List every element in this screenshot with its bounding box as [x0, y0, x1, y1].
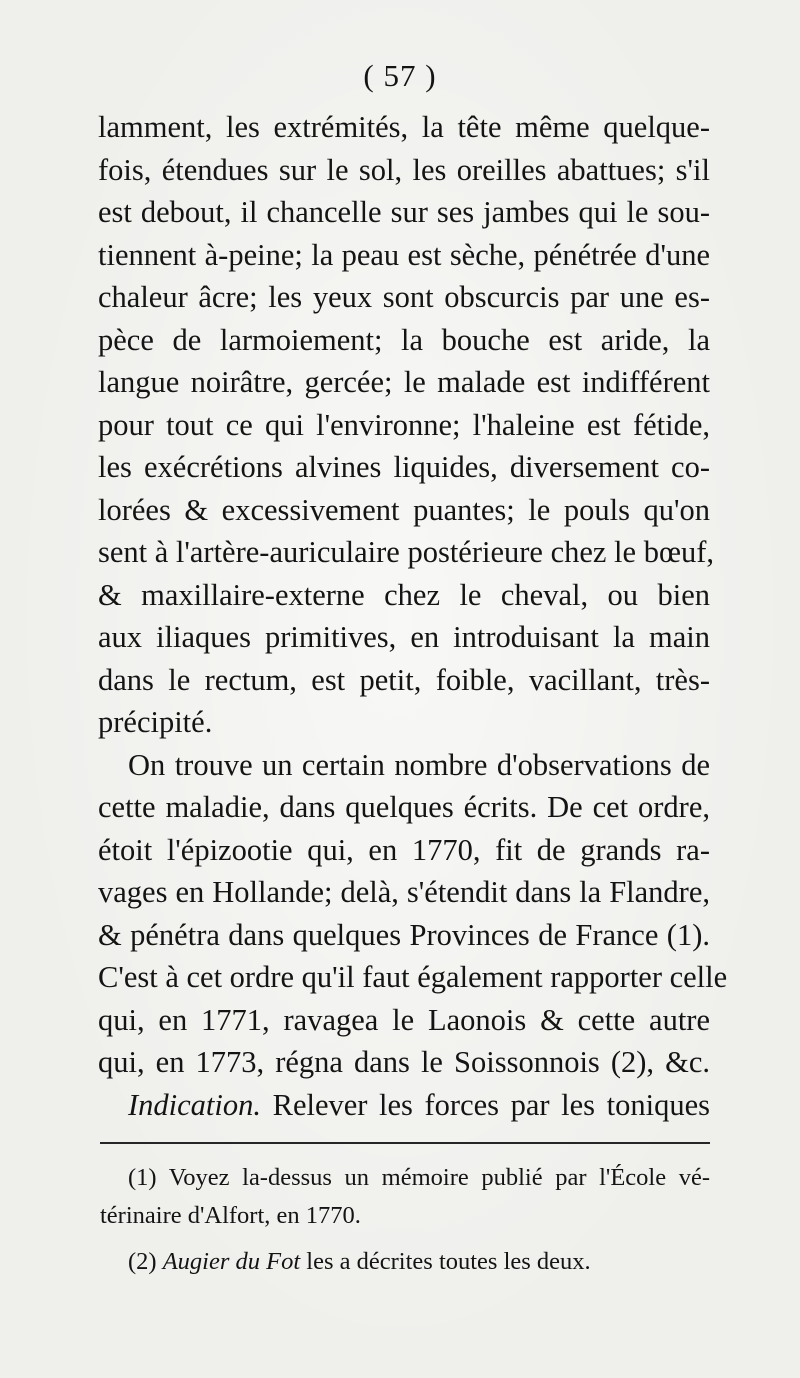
text-line: est debout, il chancelle sur ses jambes qui le sou-: [98, 195, 710, 229]
text-line: qui, en 1771, ravagea le Laonois & cette autre: [98, 1003, 710, 1037]
footnote-2-author: Augier du Fot: [162, 1248, 301, 1275]
text-line: précipité.: [98, 705, 213, 739]
text-line: cette maladie, dans quelques écrits. De cet ordre,: [98, 790, 710, 824]
text-line: dans le rectum, est petit, foible, vacillant, très-: [98, 663, 710, 697]
text-line: pèce de larmoiement; la bouche est aride, la: [98, 323, 710, 357]
footnote-2-marker: (2): [128, 1248, 157, 1275]
text-line: les exécrétions alvines liquides, diversement co-: [98, 450, 710, 484]
text-line: aux iliaques primitives, en introduisant la main: [98, 620, 710, 654]
footnote-2: [128, 1246, 591, 1278]
text-line: fois, étendues sur le sol, les oreilles abattues; s'il: [98, 153, 710, 187]
footnote-1-line-1: (1) Voyez la-dessus un mémoire publié par l'École vé-: [128, 1164, 710, 1191]
text-line: C'est à cet ordre qu'il faut également rapporter celle: [98, 960, 728, 994]
text-line: vages en Hollande; delà, s'étendit dans la Flandre,: [98, 875, 710, 909]
indication-text: Relever les forces par les toniques: [272, 1088, 711, 1122]
page-number: ( 57 ): [363, 58, 437, 93]
text-line: & maxillaire-externe chez le cheval, ou bien: [98, 578, 710, 612]
text-line: étoit l'épizootie qui, en 1770, fit de grands ra-: [98, 833, 710, 867]
text-line: qui, en 1773, régna dans le Soissonnois (2), &c.: [98, 1045, 710, 1079]
text-line: & pénétra dans quelques Provinces de France (1).: [98, 918, 710, 952]
footnote-2-text: les a décrites toutes les deux.: [306, 1248, 591, 1275]
indication-line: [128, 1085, 710, 1125]
text-line: pour tout ce qui l'environne; l'haleine est fétide,: [98, 408, 710, 442]
text-line: On trouve un certain nombre d'observations de: [128, 748, 710, 782]
text-line: lorées & excessivement puantes; le pouls qu'on: [98, 493, 710, 527]
footnote-1-line-2: térinaire d'Alfort, en 1770.: [100, 1202, 361, 1229]
indication-label: Indication.: [128, 1088, 261, 1122]
text-line: sent à l'artère-auriculaire postérieure chez le bœuf,: [98, 535, 715, 569]
text-line: tiennent à-peine; la peau est sèche, pénétrée d'une: [98, 238, 710, 272]
text-line: lamment, les extrémités, la tête même quelque-: [98, 110, 710, 144]
text-line: chaleur âcre; les yeux sont obscurcis par une es-: [98, 280, 710, 314]
text-line: langue noirâtre, gercée; le malade est indifférent: [98, 365, 710, 399]
footnote-divider: [100, 1142, 710, 1144]
